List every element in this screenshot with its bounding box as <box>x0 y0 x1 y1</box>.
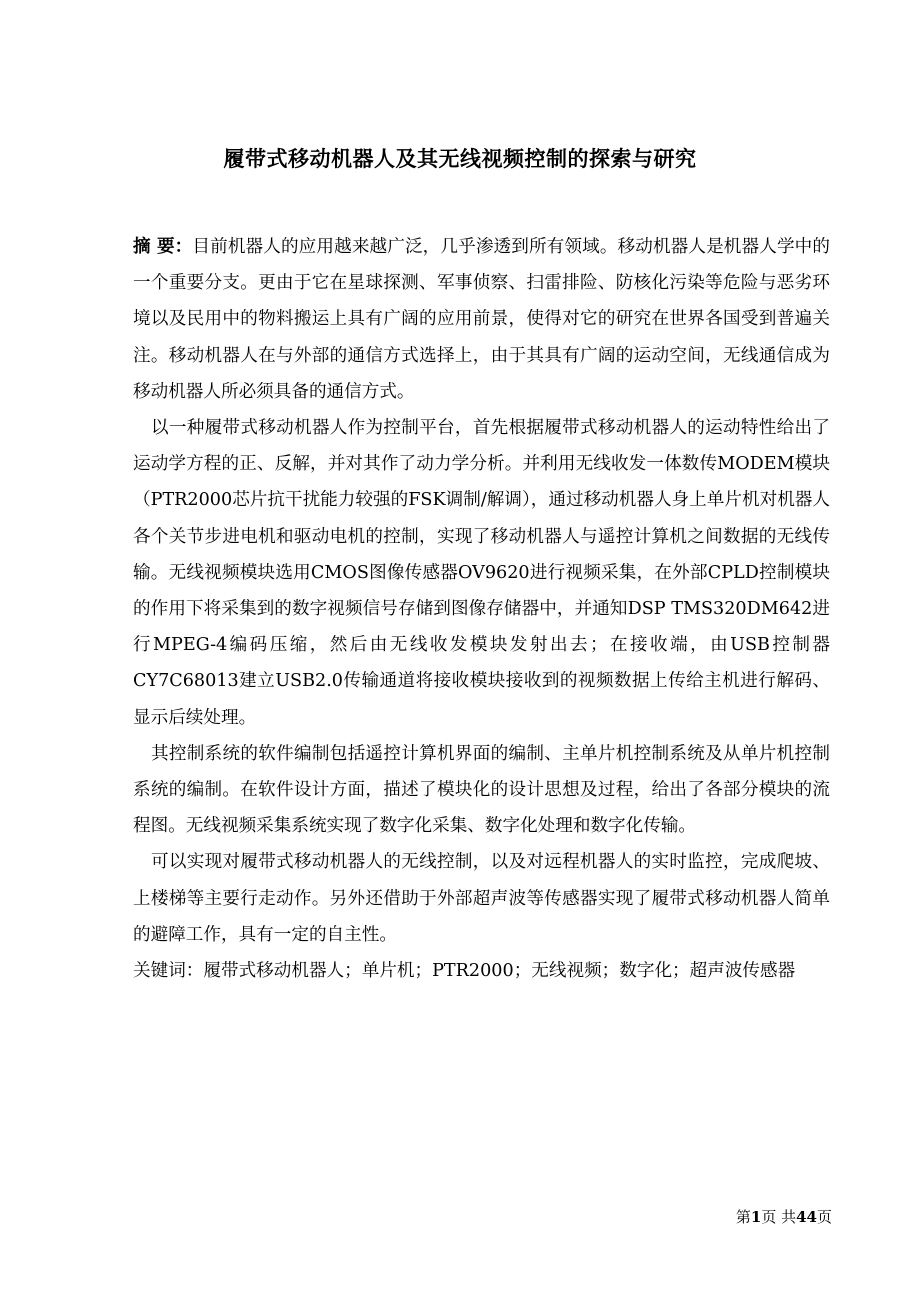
abstract-paragraph-1 <box>133 229 830 410</box>
abstract-paragraph-2: 以一种履带式移动机器人作为控制平台，首先根据履带式移动机器人的运动特性给出了运动学方程的正、反解，并对其作了动力学分析。并利用无线收发一体数传MODEM模块（PTR2000芯片抗干扰能力较强的FSK调制/解调），通过移动机器人身上单片机对机器人各个关节步进电机和驱动电机的控制，实现了移动机器人与遥控计算机之间数据的无线传输。无线视频模块选用CMOS图像传感器OV9620进行视频采集，在外部CPLD控制模块的作用下将采集到的数字视频信号存储到图像存储器中，并通知DSP TMS320DM642进行MPEG-4编码压缩，然后由无线收发模块发射出去；在接收端，由USB控制器CY7C68013建立USB2.0传输通道将接收模块接收到的视频数据上传给主机进行解码、显示后续处理。 <box>133 418 830 728</box>
abstract-paragraph-1-text: 目前机器人的应用越来越广泛，几乎渗透到所有领域。移动机器人是机器人学中的一个重要分支。更由于它在星球探测、军事侦察、扫雷排险、防核化污染等危险与恶劣环境以及民用中的物料搬运上具有广阔的应用前景，使得对它的研究在世界各国受到普遍关注。移动机器人在与外部的通信方式选择上，由于其具有广阔的运动空间，无线通信成为移动机器人所必须具备的通信方式。 <box>133 237 830 402</box>
footer-page-number: 1 <box>750 1208 762 1226</box>
abstract-paragraph-3: 其控制系统的软件编制包括遥控计算机界面的编制、主单片机控制系统及从单片机控制系统的编制。在软件设计方面，描述了模块化的设计思想及过程，给出了各部分模块的流程图。无线视频采集系统实现了数字化采集、数字化处理和数字化传输。 <box>133 743 830 837</box>
abstract-label: 摘 要： <box>133 236 193 257</box>
footer-page-prefix: 第 <box>735 1208 751 1226</box>
keywords-line: 关键词：履带式移动机器人；单片机；PTR2000；无线视频；数字化；超声波传感器 <box>133 961 796 981</box>
document-title: 履带式移动机器人及其无线视频控制的探索与研究 <box>223 147 697 171</box>
footer-page-middle: 页 共 <box>761 1208 797 1226</box>
abstract-section <box>133 229 830 953</box>
footer-page-suffix: 页 <box>816 1208 832 1226</box>
abstract-paragraph-4: 可以实现对履带式移动机器人的无线控制，以及对远程机器人的实时监控，完成爬坡、上楼梯等主要行走动作。另外还借助于外部超声波等传感器实现了履带式移动机器人简单的避障工作，具有一定的自主性。 <box>133 852 830 945</box>
footer-total-pages: 44 <box>796 1208 817 1226</box>
page-footer <box>690 1206 832 1228</box>
